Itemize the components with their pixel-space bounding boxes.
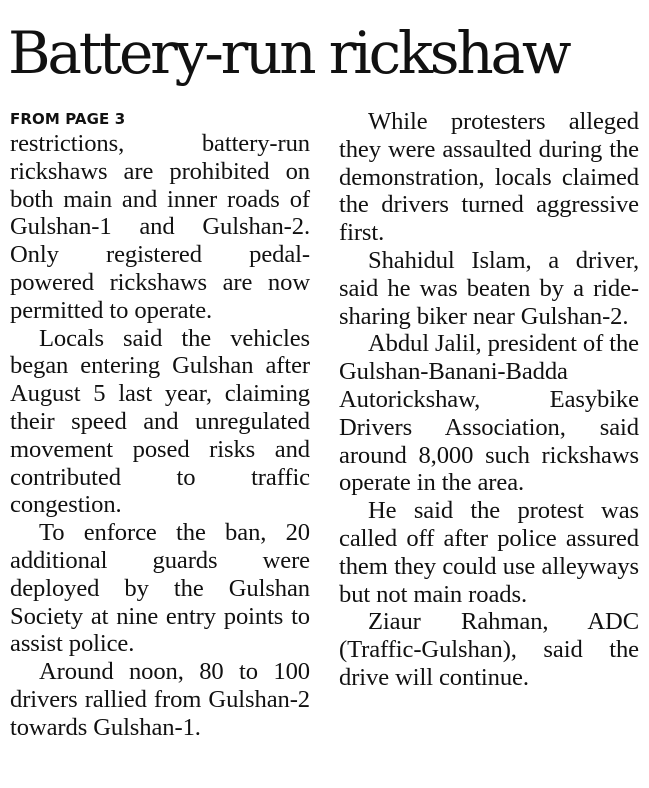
paragraph: Shahidul Islam, a driver, said he was beaten by a ride-sharing biker near Gulshan-2. <box>339 246 639 330</box>
paragraph: Abdul Jalil, president of the Gulshan-Banani-Badda Autorickshaw, Easybike Drivers Association, said around 8,000 such rickshaws operate in the area. <box>339 330 639 497</box>
paragraph: While protesters alleged they were assaulted during the demonstration, locals claimed the drivers turned aggressive first. <box>339 108 639 247</box>
article-column-right <box>339 108 639 692</box>
jump-label: FROM PAGE 3 <box>10 110 126 128</box>
paragraph: He said the protest was called off after police assured them they could use alleyways but not main roads. <box>339 497 639 608</box>
paragraph: Ziaur Rahman, ADC (Traffic-Gulshan), said the drive will continue. <box>339 608 639 691</box>
paragraph: Around noon, 80 to 100 drivers rallied from Gulshan-2 towards Gulshan-1. <box>10 658 310 741</box>
paragraph: To enforce the ban, 20 additional guards were deployed by the Gulshan Society at nine entry points to assist police. <box>10 519 310 658</box>
article-column-left <box>10 108 310 742</box>
paragraph: Locals said the vehicles began entering Gulshan after August 5 last year, claiming their speed and unregulated movement posed risks and contributed to traffic congestion. <box>10 324 310 519</box>
headline: Battery-run rickshaw <box>8 19 569 87</box>
paragraph-continued: restrictions, battery-run rickshaws are prohibited on both main and inner roads of Gulshan-1 and Gulshan-2. Only registered pedal-powered rickshaws are now permitted to operate. <box>10 130 310 324</box>
